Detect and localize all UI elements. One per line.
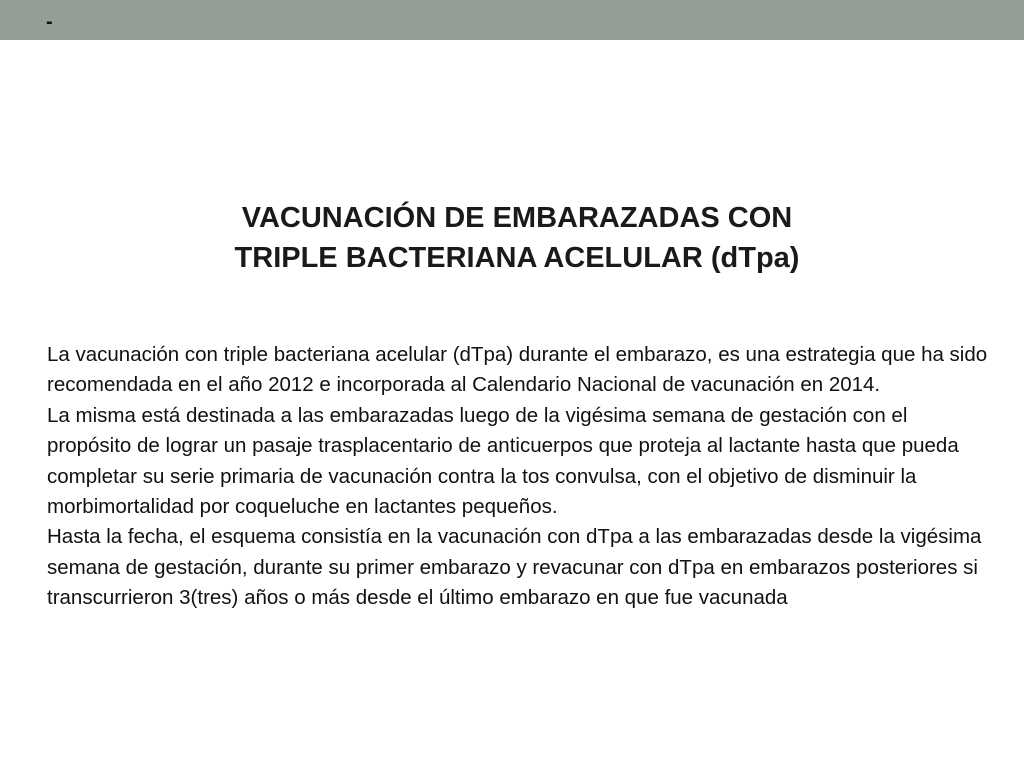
title-line-2: TRIPLE BACTERIANA ACELULAR (dTpa) — [234, 242, 800, 274]
slide-title — [0, 198, 1024, 278]
paragraph-2: La misma está destinada a las embarazadas luego de la vigésima semana de gestación con el propósito de lograr un pasaje trasplacentario de anticuerpos que proteja al lactante hasta que pueda completar su serie primaria de vacunación contra la tos convulsa, con el objetivo de disminuir la morbimortalidad por coqueluche en lactantes pequeños. — [47, 403, 959, 519]
paragraph-3: Hasta la fecha, el esquema consistía en la vacunación con dTpa a las embarazadas desde la vigésima semana de gestación, durante su primer embarazo y revacunar con dTpa en embarazos posteriores si transcurrieron 3(tres) años o más desde el último embarazo en que fue vacunada — [47, 525, 982, 610]
body-text — [47, 340, 997, 614]
header-mark: - — [46, 11, 53, 33]
header-bar — [0, 0, 1024, 40]
title-line-1: VACUNACIÓN DE EMBARAZADAS CON — [241, 202, 793, 234]
paragraph-1: La vacunación con triple bacteriana acelular (dTpa) durante el embarazo, es una estrategia que ha sido recomendada en el año 2012 e incorporada al Calendario Nacional de vacunación en 2014. — [47, 343, 988, 397]
